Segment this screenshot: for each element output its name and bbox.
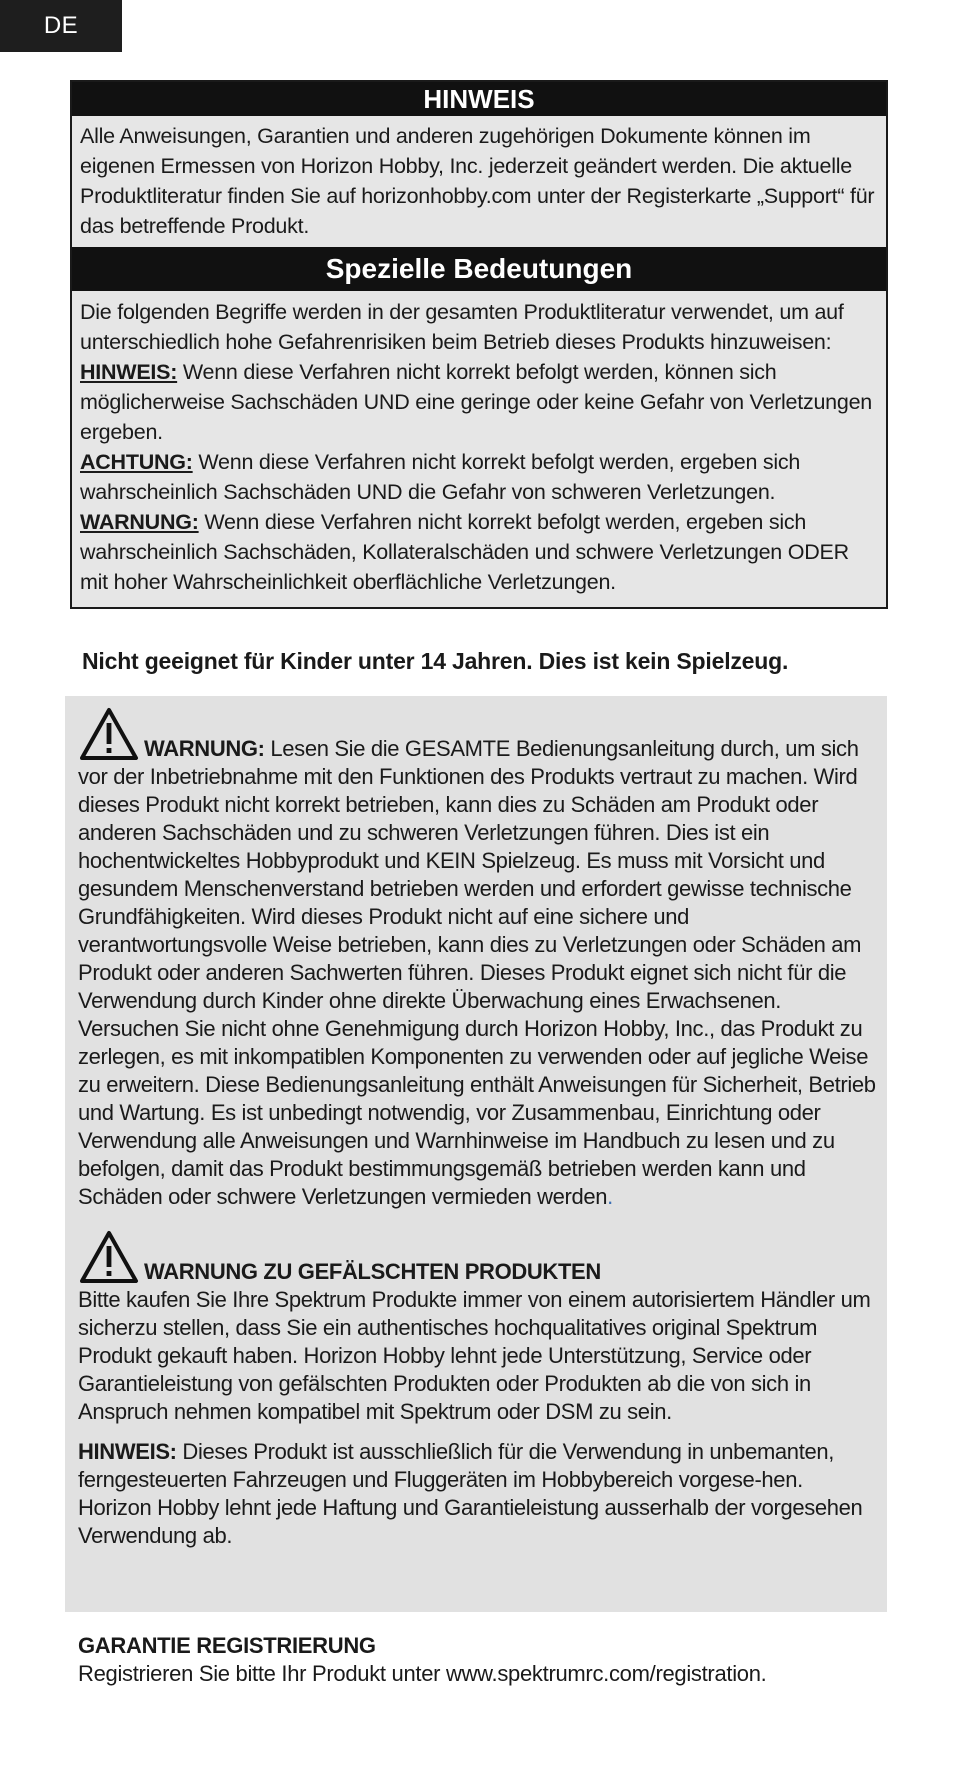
hinweis-heading: HINWEIS	[72, 82, 886, 116]
registration-section	[78, 1632, 898, 1688]
registration-text: Registrieren Sie bitte Ihr Produkt unter www.spektrumrc.com/registration.	[78, 1661, 767, 1686]
counterfeit-title: WARNUNG ZU GEFÄLSCHTEN PRODUKTEN	[144, 1259, 601, 1284]
meanings-intro: Die folgenden Begriffe werden in der gesamten Produktliteratur verwendet, um auf unterschiedlich hohe Gefahrenrisiken beim Betrieb dieses Produkts hinzuweisen:	[80, 300, 844, 354]
warning-paragraph	[78, 696, 877, 1211]
meaning-item-hinweis	[80, 357, 878, 447]
meaning-text: Wenn diese Verfahren nicht korrekt befolgt werden, ergeben sich wahrscheinlich Sachschäden, Kollateralschäden und schwere Verletzungen ODER mit hoher Wahrscheinlichkeit oberflächliche Verletzungen.	[80, 510, 849, 594]
language-tab: DE	[0, 0, 122, 52]
meaning-item-achtung	[80, 447, 878, 507]
note-text: Dieses Produkt ist ausschließlich für die Verwendung in unbemanten, ferngesteuerten Fahrzeugen und Fluggeräten im Hobbybereich vorgese-hen. Horizon Hobby lehnt jede Haftung und Garantieleistung ausserhalb der vorgesehen Verwendung ab.	[78, 1439, 863, 1548]
registration-title: GARANTIE REGISTRIERUNG	[78, 1633, 376, 1658]
note-label: HINWEIS:	[78, 1439, 177, 1464]
warning-end-punct: .	[607, 1184, 613, 1209]
meaning-item-warnung	[80, 507, 878, 597]
hinweis-body	[72, 116, 886, 247]
notice-box	[70, 80, 888, 609]
meanings-heading: Spezielle Bedeutungen	[72, 247, 886, 291]
meaning-text: Wenn diese Verfahren nicht korrekt befolgt werden, können sich möglicherweise Sachschäden UND eine geringe oder keine Gefahr von Verletzungen ergeben.	[80, 360, 873, 444]
meaning-text: Wenn diese Verfahren nicht korrekt befolgt werden, ergeben sich wahrscheinlich Sachschäden UND die Gefahr von schweren Verletzungen.	[80, 450, 801, 504]
age-notice: Nicht geeignet für Kinder unter 14 Jahren. Dies ist kein Spielzeug.	[82, 648, 789, 674]
counterfeit-heading	[78, 1229, 877, 1286]
meaning-term: HINWEIS:	[80, 360, 178, 384]
warning-label: WARNUNG:	[144, 736, 265, 761]
meaning-term: WARNUNG:	[80, 510, 199, 534]
meanings-body	[72, 291, 886, 607]
hinweis-text: Alle Anweisungen, Garantien und anderen zugehörigen Dokumente können im eigenen Ermessen von Horizon Hobby, Inc. jederzeit geändert werden. Die aktuelle Produktliteratur finden Sie auf horizonhobby.com unter der Registerkarte „Support“ für das betreffende Produkt.	[80, 124, 875, 238]
warning-text: Lesen Sie die GESAMTE Bedienungsanleitung durch, um sich vor der Inbetriebnahme mit den Funktionen des Produkts vertraut zu machen. Wird dieses Produkt nicht korrekt betrieben, kann dies zu Schäden am Produkt oder anderen Sachschäden und zu schweren Verletzungen führen. Dies ist ein hochentwickeltes Hobbyprodukt und KEIN Spielzeug. Es muss mit Vorsicht und gesundem Menschenverstand betrieben werden und erfordert gewisse technische Grundfähigkeiten. Wird dieses Produkt nicht auf eine sichere und verantwortungsvolle Weise betrieben, kann dies zu Verletzungen oder Schäden am Produkt oder anderen Sachwerten führen. Dieses Produkt eignet sich nicht für die Verwendung durch Kinder ohne direkte Überwachung eines Erwachsenen. Versuchen Sie nicht ohne Genehmigung durch Horizon Hobby, Inc., das Produkt zu zerlegen, es mit inkompatiblen Komponenten zu verwenden oder auf jegliche Weise zu erweitern. Diese Bedienungsanleitung enthält Anweisungen für Sicherheit, Betrieb und Wartung. Es ist unbedingt notwendig, vor Zusammenbau, Einrichtung oder Verwendung alle Anweisungen und Warnhinweise im Handbuch zu lesen und zu befolgen, damit das Produkt bestimmungsgemäß betrieben werden kann und Schäden oder schwere Verletzungen vermieden werden	[78, 736, 876, 1209]
warning-triangle-icon	[78, 706, 140, 762]
counterfeit-text: Bitte kaufen Sie Ihre Spektrum Produkte immer von einem autorisiertem Händler um sicherzu stellen, dass Sie ein authentisches hochqualitatives original Spektrum Produkt gekauft haben. Horizon Hobby lehnt jede Unterstützung, Service oder Garantieleistung von gefälschten Produkten oder Produkten ab die von sich in Anspruch nehmen kompatibel mit Spektrum oder DSM zu sein.	[78, 1287, 871, 1424]
meaning-term: ACHTUNG:	[80, 450, 193, 474]
warning-triangle-icon	[78, 1229, 140, 1285]
warning-box	[65, 696, 887, 1612]
usage-note	[78, 1438, 877, 1550]
